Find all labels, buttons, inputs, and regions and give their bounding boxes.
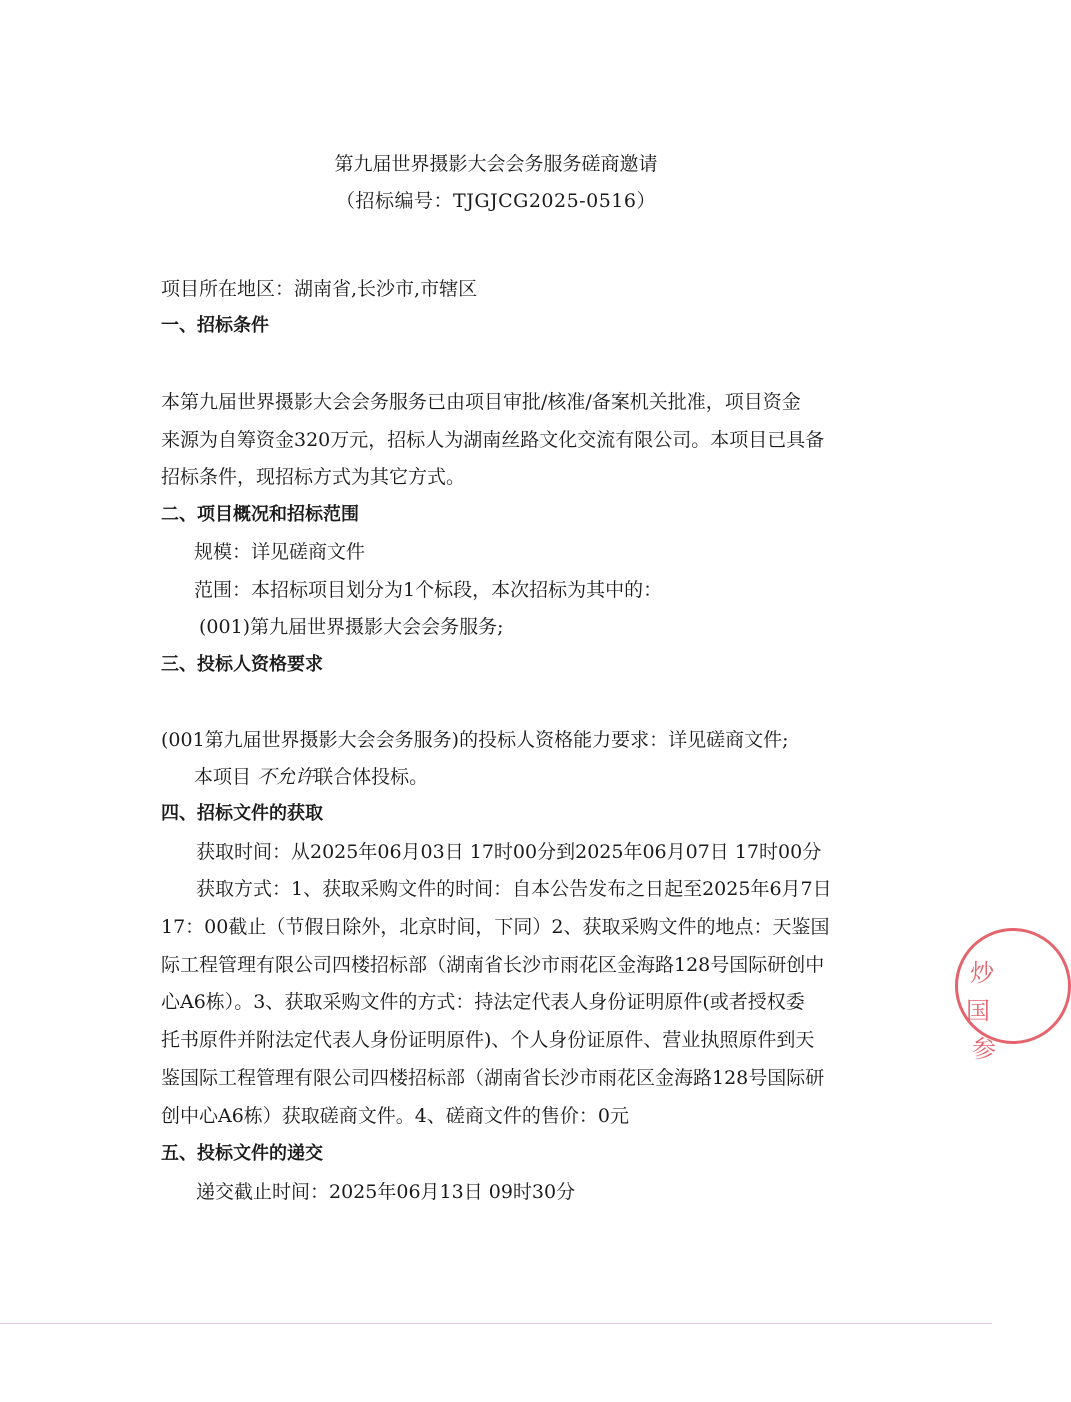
section-4-heading: 四、招标文件的获取 (161, 803, 323, 824)
section-3-heading: 三、投标人资格要求 (161, 654, 323, 675)
consortium-prefix: 本项目 (194, 766, 252, 788)
s1-paragraph-line-2: 来源为自筹资金320万元，招标人为湖南丝路文化交流有限公司。本项目已具备 (161, 429, 825, 451)
acquisition-method-line-2: 17：00截止（节假日除外，北京时间，下同）2、获取采购文件的地点：天鉴国 (161, 916, 830, 938)
lot-item: (001)第九届世界摄影大会会务服务; (199, 616, 504, 638)
s1-paragraph-line-3: 招标条件，现招标方式为其它方式。 (161, 466, 466, 488)
acquisition-method-line-4: 心A6栋）。3、获取采购文件的方式：持法定代表人身份证明原件(或者授权委 (161, 991, 805, 1013)
acquisition-method-line-5: 托书原件并附法定代表人身份证明原件)、个人身份证原件、营业执照原件到天 (161, 1029, 815, 1051)
acquisition-method-line-1: 获取方式：1、获取采购文件的时间：自本公告发布之日起至2025年6月7日 (196, 878, 832, 900)
acquisition-time: 获取时间：从2025年06月03日 17时00分到2025年06月07日 17时00分 (196, 841, 822, 863)
seal-glyph-top: 炒 (970, 959, 994, 987)
qualification-requirement: (001第九届世界摄影大会会务服务)的投标人资格能力要求：详见磋商文件; (161, 729, 789, 751)
s1-paragraph-line-1: 本第九届世界摄影大会会务服务已由项目审批/核准/备案机关批准，项目资金 (161, 391, 801, 413)
consortium-suffix: 联合体投标。 (314, 766, 429, 788)
scale-text: 规模：详见磋商文件 (194, 541, 366, 563)
page-divider (0, 1323, 992, 1324)
seal-glyph-bottom: 参 (972, 1035, 996, 1063)
project-region: 项目所在地区：湖南省,长沙市,市辖区 (161, 278, 478, 300)
consortium-statement (194, 765, 428, 789)
acquisition-method-line-7: 创中心A6栋）获取磋商文件。4、磋商文件的售价：0元 (161, 1105, 629, 1127)
submission-deadline: 递交截止时间：2025年06月13日 09时30分 (196, 1181, 576, 1203)
section-2-heading: 二、项目概况和招标范围 (161, 504, 359, 525)
scope-text: 范围：本招标项目划分为1个标段，本次招标为其中的： (194, 579, 663, 601)
seal-glyph-mid: 国 (966, 997, 990, 1025)
bid-number: （招标编号：TJGJCG2025-0516） (336, 190, 656, 212)
acquisition-method-line-3: 际工程管理有限公司四楼招标部（湖南省长沙市雨花区金海路128号国际研创中 (161, 954, 825, 976)
section-5-heading: 五、投标文件的递交 (161, 1143, 323, 1164)
acquisition-method-line-6: 鉴国际工程管理有限公司四楼招标部（湖南省长沙市雨花区金海路128号国际研 (161, 1067, 825, 1089)
document-title: 第九届世界摄影大会会务服务磋商邀请 (334, 153, 658, 175)
official-seal (955, 928, 1071, 1063)
consortium-value: 不允许 (257, 766, 315, 788)
section-1-heading: 一、招标条件 (161, 315, 269, 336)
